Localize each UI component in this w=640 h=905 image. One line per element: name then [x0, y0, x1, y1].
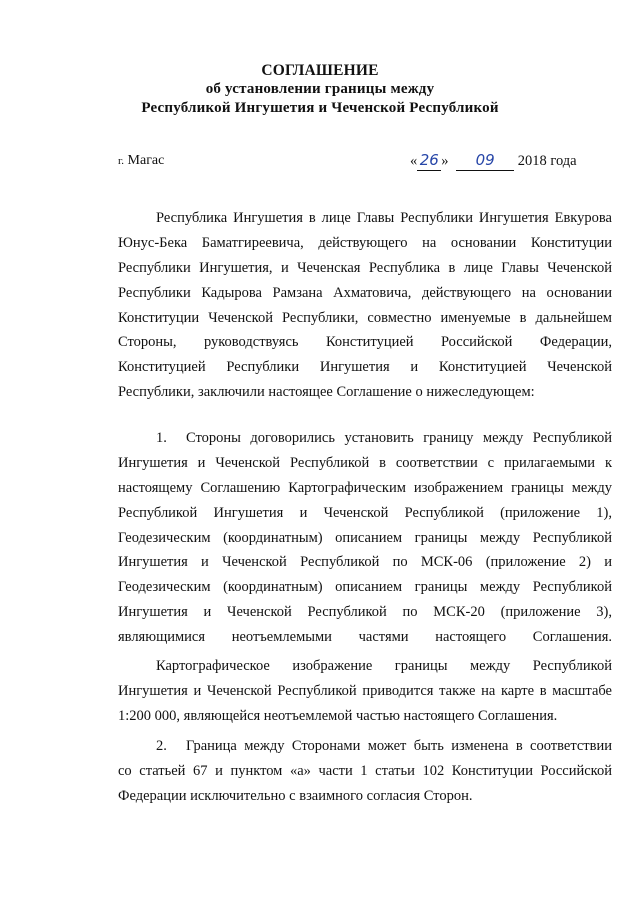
document-subtitle-line-2: Республикой Ингушетия и Чеченской Республикой: [141, 100, 499, 116]
date-close-quote: »: [441, 153, 449, 169]
preamble-line: Конституцией Республики Ингушетия и Конституцией Чеченской: [118, 359, 612, 376]
clause-1-p2-line: Картографическое изображение границы между Республикой: [156, 658, 612, 674]
date-open-quote: «: [410, 153, 418, 169]
preamble-line: Республика Ингушетия в лице Главы Республики Ингушетия Евкурова: [156, 210, 612, 226]
clause-1-line: являющимися неотъемлемыми частями настоящего Соглашения.: [118, 629, 612, 646]
clause-1-line: Стороны договорились установить границу между Республикой: [186, 430, 612, 446]
clause-1-paragraph-2: [118, 654, 612, 729]
clause-1: [118, 426, 612, 650]
clause-1-p2-line: Ингушетия и Чеченской Республикой приводится также на карте в масштабе: [118, 682, 612, 699]
date-year: 2018 года: [517, 153, 577, 169]
date-day-handwritten: 26: [419, 151, 439, 169]
clause-1-line: настоящему Соглашению Картографическим изображением границы между: [118, 479, 612, 496]
clause-1-line: Ингушетия и Чеченской Республикой в соответствии с прилагаемыми к: [118, 454, 612, 471]
clause-1-p2-line: 1:200 000, являющейся неотъемлемой частью настоящего Соглашения.: [118, 707, 558, 724]
preamble-line: Стороны, руководствуясь Конституцией Российской Федерации,: [118, 334, 612, 351]
signing-date: [410, 151, 577, 171]
clause-1-line: Ингушетия и Чеченской Республикой по МСК-20 (приложение 3),: [118, 604, 612, 621]
preamble-line: Конституции Чеченской Республики, совместно именуемые в дальнейшем: [118, 309, 612, 326]
clause-2-number: 2.: [156, 738, 167, 754]
clause-2-line: Федерации исключительно с взаимного согласия Сторон.: [118, 787, 473, 804]
preamble-line: Республики, заключили настоящее Соглашение о нижеследующем:: [118, 384, 535, 401]
preamble-line: Республики Кадырова Рамзана Ахматовича, действующего на основании: [118, 284, 612, 301]
preamble-line: Юнус-Бека Баматгиреевича, действующего на основании Конституции: [118, 234, 612, 251]
clause-1-line: Республикой Ингушетия и Чеченской Республикой (приложение 1),: [118, 504, 612, 521]
document-title: СОГЛАШЕНИЕ: [261, 62, 379, 79]
preamble-line: Республики Ингушетия, и Чеченская Республика в лице Главы Чеченской: [118, 259, 612, 276]
clause-2-line: со статьей 67 и пунктом «а» части 1 статьи 102 Конституции Российской: [118, 762, 612, 779]
document-subtitle-line-1: об установлении границы между: [205, 81, 435, 97]
clause-1-line: Геодезическим (координатным) описанием границы между Республикой: [118, 529, 612, 546]
signing-place: [118, 153, 164, 169]
clause-1-number: 1.: [156, 430, 167, 446]
clause-2: [118, 734, 612, 809]
date-month-handwritten: 09: [475, 151, 495, 169]
clause-1-line: Геодезическим (координатным) описанием границы между Республикой: [118, 579, 612, 596]
clause-2-line: Граница между Сторонами может быть изменена в соответствии: [186, 738, 612, 754]
city-prefix: г.: [118, 155, 125, 167]
clause-1-line: Ингушетия и Чеченской Республикой по МСК-06 (приложение 2) и: [118, 554, 612, 571]
city-name: Магас: [127, 153, 165, 168]
preamble-paragraph: [118, 206, 612, 405]
